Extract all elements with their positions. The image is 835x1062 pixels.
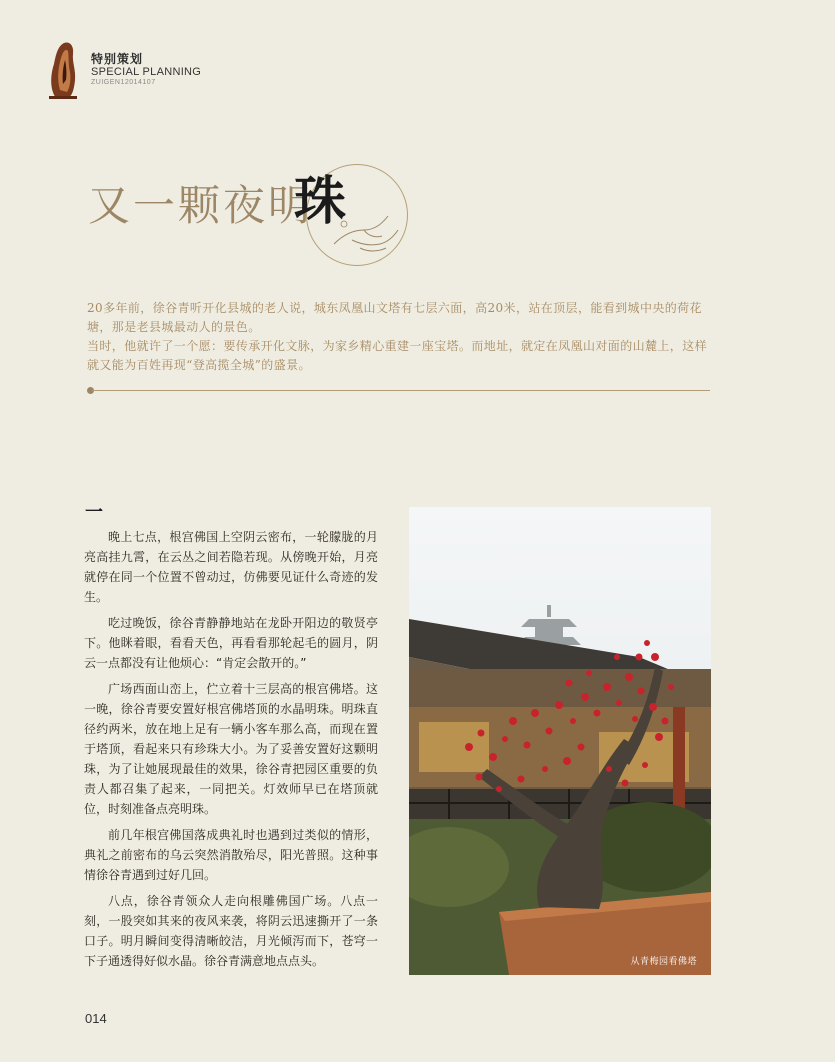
body-paragraph: 广场西面山峦上，伫立着十三层高的根宫佛塔。这一晚，徐谷青要安置好根宫佛塔顶的水晶明珠。明珠直径约两米，放在地上足有一辆小客车那么高，而现在置于塔顶，看起来只有珍珠大小。为了妥善安置好这颗明珠，为了让她展现最佳的效果，徐谷青把园区重要的负责人都召集了起来，一同把关。灯效师早已在塔顶就位，时刻准备点亮明珠。 bbox=[84, 682, 378, 816]
article-title: 又一颗夜明 bbox=[88, 181, 314, 230]
body-paragraph: 吃过晚饭，徐谷青静静地站在龙卧开阳边的敬贤亭下。他眯着眼，看看天色，再看看那轮起毛的圆月，阴云一点都没有让他烦心：“肯定会散开的。” bbox=[84, 616, 378, 670]
intro-paragraph: 当时，他就许了一个愿：要传承开化文脉，为家乡精心重建一座宝塔。而地址，就定在凤凰山对面的山麓上，这样就又能为百姓再现“登高揽全城”的盛景。 bbox=[87, 339, 708, 372]
section-header bbox=[91, 52, 201, 88]
section-marker: 一 bbox=[85, 502, 103, 523]
title-accent-character: 珠 bbox=[294, 171, 347, 232]
plum-blossom-pagoda-photo bbox=[409, 507, 711, 975]
intro-paragraph: 20多年前，徐谷青听开化县城的老人说，城东凤凰山文塔有七层六面，高20米，站在顶层，能看到城中央的荷花塘，那是老县城最动人的景色。 bbox=[87, 301, 702, 334]
article-body bbox=[84, 527, 378, 977]
body-paragraph: 晚上七点，根宫佛国上空阴云密布，一轮朦胧的月亮高挂九霄，在云丛之间若隐若现。从傍晚开始，月亮就停在同一个位置不曾动过，仿佛要见证什么奇迹的发生。 bbox=[84, 530, 378, 604]
photo-caption: 从青梅园看佛塔 bbox=[630, 957, 697, 967]
body-paragraph: 八点，徐谷青领众人走向根雕佛国广场。八点一刻，一股突如其来的夜风来袭，将阴云迅速撕开了一条口子。明月瞬间变得清晰皎洁，月光倾泻而下，苍穹一下子通透得好似水晶。徐谷青满意地点点头。 bbox=[84, 894, 378, 968]
section-title-cn: 特别策划 bbox=[91, 52, 144, 66]
section-title-en: SPECIAL PLANNING bbox=[91, 66, 202, 78]
body-paragraph: 前几年根宫佛国落成典礼时也遇到过类似的情形，典礼之前密布的乌云突然消散殆尽，阳光普照。这种事情徐谷青遇到过好几回。 bbox=[84, 828, 378, 882]
issue-code: ZUIGEN12014107 bbox=[91, 79, 156, 86]
divider-line bbox=[92, 390, 710, 391]
page-number: 014 bbox=[85, 1011, 107, 1026]
root-carving-logo-icon bbox=[46, 40, 80, 100]
intro-block bbox=[87, 299, 712, 375]
